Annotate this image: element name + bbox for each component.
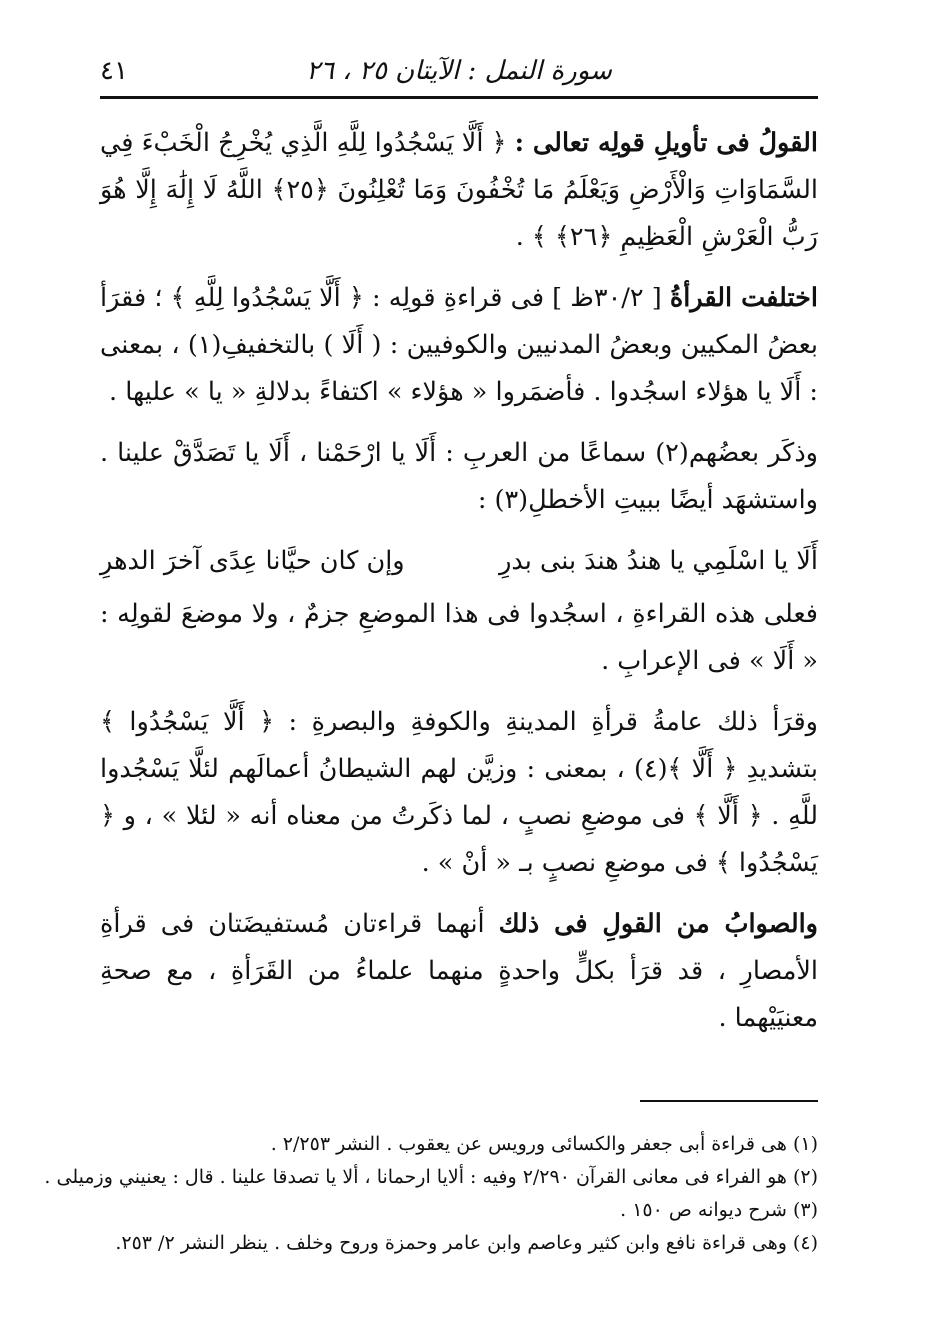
paragraph-lead: اختلفت القرأةُ — [669, 283, 818, 313]
page-number: ٤١ — [100, 56, 128, 86]
paragraph-lead: القولُ فى تأويلِ قولِه تعالى : — [514, 128, 818, 158]
paragraph-body: وذكَر بعضُهم(٢) سماعًا من العربِ : أَلَا يا ارْحَمْنا ، أَلَا يا تَصَدَّقْ علينا . واستشهَد أيضًا ببيتِ الأخطلِ(٣) : — [100, 438, 818, 515]
paragraph-2 — [100, 275, 818, 416]
paragraph-body: فعلى هذه القراءةِ ، اسجُدوا فى هذا الموضعِ جزمٌ ، ولا موضعَ لقولِه : « أَلَا » فى الإعرابِ . — [100, 599, 818, 676]
footnote-4: (٤) وهى قراءة نافع وابن كثير وعاصم وابن عامر وحمزة وروح وخلف . ينظر النشر ٢/ ٢٥٣. — [115, 1232, 818, 1254]
paragraph-3 — [100, 430, 818, 524]
footnotes — [44, 1128, 818, 1260]
paragraph-body: وقرَأ ذلك عامةُ قرأةِ المدينةِ والكوفةِ والبصرةِ : ﴿ أَلَّا يَسْجُدُوا ﴾ بتشديدِ ﴿ أَلَّا ﴾(٤) ، بمعنى : وزيَّن لهم الشيطانُ أعمالَهم لئلَّا يَسْجُدوا للَّهِ . ﴿ أَلَّا ﴾ فى موضعِ نصبٍ ، لما ذكَرتُ من معناه أنه « لئلا » ، و ﴿ يَسْجُدُوا ﴾ فى موضعِ نصبٍ بـ « أنْ » . — [100, 707, 818, 878]
paragraph-body: أنهما قراءتان مُستفيضَتان فى قرأةِ الأمصارِ ، قد قرَأ بكلٍّ واحدةٍ منهما علماءُ من القَرَأةِ ، مع صحةِ معنيَيْهما . — [100, 909, 818, 1033]
verse-second-hemistich: وإن كان حيَّانا عِدًى آخرَ الدهرِ — [100, 546, 405, 576]
footnote-separator — [640, 1100, 818, 1102]
footnote-1: (١) هى قراءة أبى جعفر والكسائى ورويس عن يعقوب . النشر ٢/٢٥٣ . — [270, 1133, 818, 1155]
paragraph-1 — [100, 120, 818, 261]
paragraph-5 — [100, 699, 818, 887]
page-header — [100, 52, 818, 99]
paragraph-body: ﴿ أَلَّا يَسْجُدُوا لِلَّهِ الَّذِي يُخْرِجُ الْخَبْءَ فِي السَّمَاوَاتِ وَالْأَرْضِ وَيَعْلَمُ مَا تُخْفُونَ وَمَا تُعْلِنُونَ ﴿٢٥﴾ اللَّهُ لَا إِلَٰهَ إِلَّا هُوَ رَبُّ الْعَرْشِ الْعَظِيمِ ﴿٢٦﴾ ﴾ . — [100, 128, 818, 252]
paragraph-4 — [100, 591, 818, 685]
main-text — [100, 120, 818, 1056]
paragraph-lead: والصوابُ من القولِ فى ذلك — [498, 909, 818, 939]
running-title: سورة النمل : الآيتان ٢٥ ، ٢٦ — [306, 56, 612, 86]
footnote-2: (٢) هو الفراء فى معانى القرآن ٢/٢٩٠ وفيه : ألايا ارحمانا ، ألا يا تصدقا علينا . قال : يعنيني وزميلى . — [44, 1166, 818, 1188]
verse-first-hemistich: أَلَا يا اسْلَمِي يا هندُ هندَ بنى بدرِ — [499, 546, 818, 576]
paragraph-6 — [100, 901, 818, 1042]
paragraph-body: [ ٣٠/٢ظ ] فى قراءةِ قولِه : ﴿ أَلَّا يَسْجُدُوا لِلَّهِ ﴾ ؛ فقرَأ بعضُ المكيين وبعضُ المدنيين والكوفيين : ( أَلَا ) بالتخفيفِ(١) ، بمعنى : أَلَا يا هؤلاء اسجُدوا . فأضمَروا « هؤلاء » اكتفاءً بدلالةِ « يا » عليها . — [100, 283, 818, 407]
footnote-3: (٣) شرح ديوانه ص ١٥٠ . — [620, 1199, 818, 1221]
poetry-verse — [100, 538, 818, 585]
